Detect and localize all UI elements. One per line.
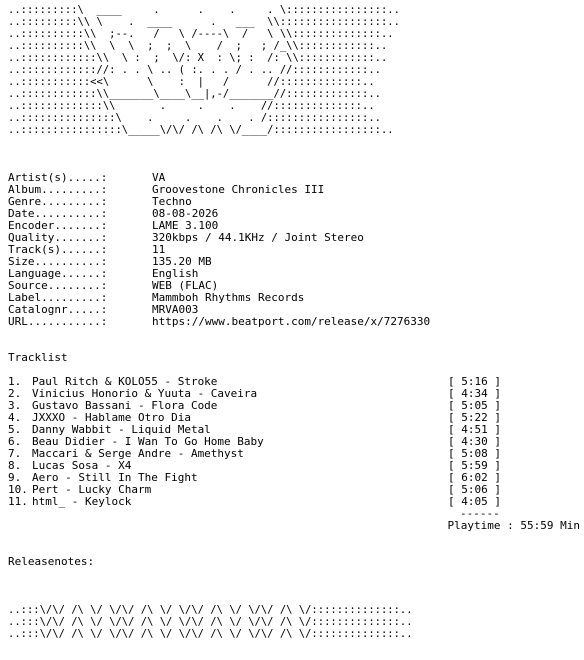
track-number: 6. [8, 436, 22, 448]
info-value: Mammboh Rhythms Records [152, 292, 305, 304]
header-art-line: ..:::::::::::://: . . \ .. ( :. . . / . .. //::::::::::::.. [8, 64, 381, 76]
info-row [8, 184, 580, 196]
info-row [8, 316, 580, 328]
track-number: 10. [8, 484, 28, 496]
track-title: Vinicius Honorio & Yuuta - Caveira [32, 388, 258, 400]
info-value: VA [152, 172, 166, 184]
info-label: Track(s)......: [8, 244, 108, 256]
info-label: Catalognr.....: [8, 304, 108, 316]
info-row [8, 244, 580, 256]
total-rule-text: ------ [460, 508, 500, 520]
track-duration: [ 5:22 ] [448, 412, 501, 424]
playtime: Playtime : 55:59 Min [447, 520, 580, 532]
footer-art-line: ..:::\/\/ /\ \/ \/\/ /\ \/ \/\/ /\ \/ \/\/ /\ \/::::::::::::::.. [8, 604, 413, 616]
nfo-document [8, 4, 580, 640]
track-title: Aero - Still In The Fight [32, 472, 198, 484]
track-number: 2. [8, 388, 22, 400]
spacer [8, 568, 580, 580]
track-number: 11. [8, 496, 28, 508]
track-row [8, 472, 580, 484]
track-number: 5. [8, 424, 22, 436]
track-row [8, 496, 580, 508]
track-duration: [ 5:59 ] [448, 460, 501, 472]
header-art-line: ..:::::::::::::::\ . . . . /::::::::::::::::.. [8, 112, 381, 124]
info-label: Artist(s).....: [8, 172, 108, 184]
track-row [8, 448, 580, 460]
info-value: https://www.beatport.com/release/x/7276330 [152, 316, 431, 328]
track-number: 3. [8, 400, 22, 412]
info-value: 320kbps / 44.1KHz / Joint Stereo [152, 232, 364, 244]
track-row [8, 460, 580, 472]
info-value: Techno [152, 196, 192, 208]
info-row [8, 280, 580, 292]
info-label: Encoder.......: [8, 220, 108, 232]
spacer [8, 148, 580, 160]
releasenotes-heading: Releasenotes: [8, 556, 95, 568]
track-title: Beau Didier - I Wan To Go Home Baby [32, 436, 264, 448]
info-value: WEB (FLAC) [152, 280, 219, 292]
track-number: 1. [8, 376, 22, 388]
track-title: Lucas Sosa - X4 [32, 460, 132, 472]
info-label: Language......: [8, 268, 108, 280]
track-row [8, 436, 580, 448]
track-duration: [ 5:16 ] [448, 376, 501, 388]
info-label: Size..........: [8, 256, 108, 268]
info-value: LAME 3.100 [152, 220, 219, 232]
track-number: 7. [8, 448, 22, 460]
track-title: JXXXO - Hablame Otro Dia [32, 412, 191, 424]
track-title: Danny Wabbit - Liquid Metal [32, 424, 211, 436]
tracklist [8, 376, 580, 508]
header-art-line: ..::::::::::\\ \ \ ; ; \ / ; ; /_\\::::::::::::.. [8, 40, 388, 52]
info-value: 135.20 MB [152, 256, 212, 268]
track-row [8, 400, 580, 412]
header-ascii-art [8, 4, 580, 136]
info-value: Groovestone Chronicles III [152, 184, 325, 196]
info-label: Genre.........: [8, 196, 108, 208]
track-row [8, 424, 580, 436]
track-duration: [ 5:08 ] [448, 448, 501, 460]
track-number: 8. [8, 460, 22, 472]
info-row [8, 292, 580, 304]
track-duration: [ 4:30 ] [448, 436, 501, 448]
info-row [8, 256, 580, 268]
track-row [8, 412, 580, 424]
info-row [8, 304, 580, 316]
info-value: 08-08-2026 [152, 208, 219, 220]
header-art-line: ..:::::::::\ ____ . . . . \::::::::::::::::.. [8, 4, 400, 16]
track-title: Gustavo Bassani - Flora Code [32, 400, 218, 412]
info-label: Quality.......: [8, 232, 108, 244]
footer-art-line: ..:::\/\/ /\ \/ \/\/ /\ \/ \/\/ /\ \/ \/\/ /\ \/::::::::::::::.. [8, 628, 413, 640]
track-duration: [ 6:02 ] [448, 472, 501, 484]
header-art-line: ..::::::::::::::::\_____\/\/ /\ /\ \/____/:::::::::::::::::.. [8, 124, 394, 136]
track-duration: [ 5:06 ] [448, 484, 501, 496]
track-row [8, 388, 580, 400]
header-art-line: ..::::::::::::\\ \ : ; \/: X : \; : /: \\::::::::::::.. [8, 52, 388, 64]
release-info [8, 172, 580, 328]
spacer [8, 364, 580, 376]
spacer [8, 580, 580, 592]
info-value: 11 [152, 244, 166, 256]
header-art-line: ..:::::::::\\ \ . ____ . ___ \\:::::::::::::::::.. [8, 16, 400, 28]
track-duration: [ 4:05 ] [448, 496, 501, 508]
spacer [8, 328, 580, 340]
info-row [8, 208, 580, 220]
spacer [8, 544, 580, 556]
track-row [8, 484, 580, 496]
track-number: 9. [8, 472, 22, 484]
track-number: 4. [8, 412, 22, 424]
track-title: Pert - Lucky Charm [32, 484, 152, 496]
spacer [8, 160, 580, 172]
spacer [8, 532, 580, 544]
info-value: MRVA003 [152, 304, 199, 316]
track-duration: [ 4:51 ] [448, 424, 501, 436]
info-row [8, 172, 580, 184]
info-row [8, 196, 580, 208]
info-label: URL...........: [8, 316, 108, 328]
header-art-line: ..::::::::::\\ ;--. / \ /----\ / \ \\::::::::::::::.. [8, 28, 394, 40]
spacer [8, 340, 580, 352]
info-label: Label.........: [8, 292, 108, 304]
info-label: Source........: [8, 280, 108, 292]
spacer [8, 592, 580, 604]
track-row [8, 376, 580, 388]
track-title: Paul Ritch & KOLO55 - Stroke [32, 376, 218, 388]
info-label: Album.........: [8, 184, 108, 196]
info-row [8, 220, 580, 232]
track-title: html_ - Keylock [32, 496, 132, 508]
tracklist-heading: Tracklist [8, 352, 68, 364]
track-duration: [ 5:05 ] [448, 400, 501, 412]
info-row [8, 232, 580, 244]
info-value: English [152, 268, 199, 280]
info-row [8, 268, 580, 280]
total-rule [8, 508, 580, 520]
header-art-line: ..:::::::::::::\\ . . . //::::::::::::::.. [8, 100, 375, 112]
header-art-line: ..::::::::::::\\_______\____\__|,-/_______//:::::::::::::.. [8, 88, 381, 100]
spacer [8, 136, 580, 148]
footer-ascii-art [8, 604, 580, 640]
track-title: Maccari & Serge Andre - Amethyst [32, 448, 244, 460]
info-label: Date..........: [8, 208, 108, 220]
footer-art-line: ..:::\/\/ /\ \/ \/\/ /\ \/ \/\/ /\ \/ \/\/ /\ \/::::::::::::::.. [8, 616, 413, 628]
header-art-line: ..:::::::::::<<\ \ : | / //:::::::::::::.. [8, 76, 375, 88]
track-duration: [ 4:34 ] [448, 388, 501, 400]
